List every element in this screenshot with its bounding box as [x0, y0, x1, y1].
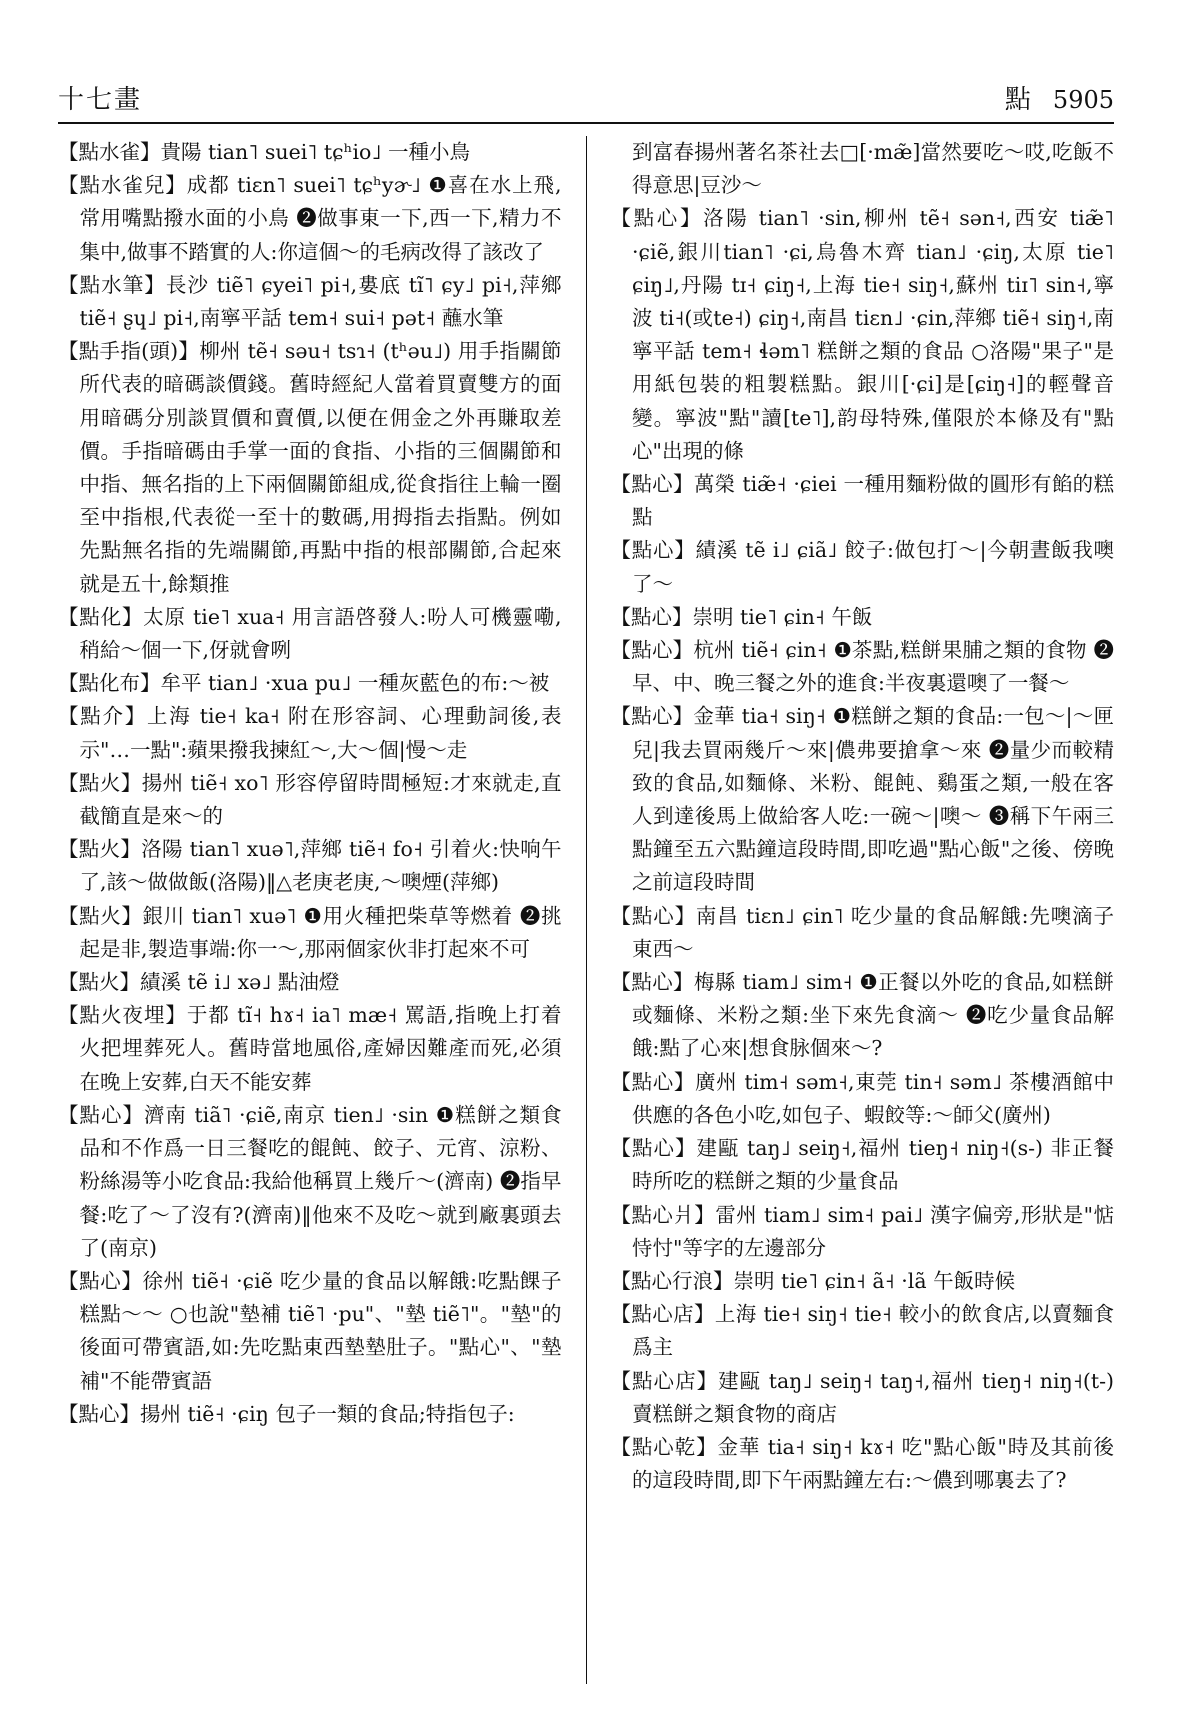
- entry-headword: 【點化】: [58, 604, 144, 629]
- entry-text: 績溪 tẽ i˩ ɕiã˩ 餃子:做包打～|今朝晝飯我噢了～: [632, 538, 1114, 596]
- entry-headword: 【點心行浪】: [610, 1268, 734, 1293]
- dictionary-entry: [611, 900, 1115, 966]
- stroke-count-label: 十七畫: [58, 85, 143, 115]
- header-character: 點: [1004, 85, 1031, 115]
- entry-text: 貴陽 tian˥ suei˥ tɕʰio˩ 一種小鳥: [160, 140, 471, 164]
- entry-headword: 【點水雀兒】: [58, 173, 187, 198]
- entry-columns: [58, 136, 1114, 1684]
- dictionary-entry: [611, 534, 1115, 600]
- entry-headword: 【點心】: [610, 1136, 697, 1161]
- entry-text: 到富春揚州著名茶社去□[·mæ̃]當然要吃～哎,吃飯不得意思|豆沙～: [632, 140, 1114, 198]
- entry-text: 建甌 taŋ˩ seiŋ˧,福州 tieŋ˧ niŋ˧(s-) 非正餐時所吃的糕餅之類的少量食品: [632, 1136, 1114, 1194]
- entry-headword: 【點心乾】: [610, 1434, 718, 1459]
- entry-headword: 【點心】: [610, 638, 694, 663]
- dictionary-entry: [611, 1265, 1115, 1298]
- dictionary-entry: [611, 966, 1115, 1066]
- dictionary-entry: [611, 700, 1115, 899]
- entry-text: 揚州 tiẽ˧ ·ɕiŋ 包子一類的食品;特指包子:: [140, 1401, 515, 1426]
- entry-headword: 【點心】: [610, 704, 694, 729]
- entry-text: 金華 tia˧ siŋ˧ kɤ˧ 吃"點心飯"時及其前後的這段時間,即下午兩點鐘左右:～儂到哪裏去了?: [632, 1434, 1114, 1493]
- dictionary-entry: [611, 1298, 1115, 1364]
- dictionary-entry: [611, 1431, 1115, 1497]
- dictionary-entry: [58, 335, 562, 601]
- dictionary-entry: [58, 900, 562, 966]
- entry-text: 太原 tie˥ xua˧ 用言語啓發人:吩人可機靈嘞,稍給～個一下,伢就會咧: [79, 604, 562, 663]
- entry-continuation: [611, 136, 1115, 202]
- dictionary-entry: [58, 269, 562, 335]
- dictionary-entry: [611, 1132, 1115, 1198]
- dictionary-entry: [58, 1398, 562, 1431]
- dictionary-entry: [58, 169, 562, 269]
- entry-text: 雷州 tiam˩ sim˧ pai˩ 漢字偏旁,形狀是"惦恃忖"等字的左邊部分: [632, 1202, 1114, 1260]
- page-header: [58, 72, 1114, 124]
- entry-text: 建甌 taŋ˩ seiŋ˧ taŋ˧,福州 tieŋ˧ niŋ˧(t-) 賣糕餅之類食物的商店: [632, 1368, 1114, 1426]
- entry-headword: 【點心】: [58, 1102, 144, 1127]
- entry-headword: 【點水筆】: [58, 272, 166, 297]
- dictionary-entry: [58, 833, 562, 899]
- entry-text: 崇明 tie˥ ɕin˧ 午飯: [692, 604, 873, 629]
- entry-text: 金華 tia˧ siŋ˧ ❶糕餅之類的食品:一包～|～匣兒|我去買兩幾斤～來|儂弗要搶拿～來 ❷量少而較精致的食品,如麵條、米粉、餛飩、鷄蛋之類,一般在客人到達後馬上做給客人吃:一碗～|噢～ ❸稱下午兩三點鐘至五六點鐘這段時間,即吃過"點心飯"之後、傍晚之前這段時間: [632, 704, 1114, 895]
- header-right: [1005, 79, 1114, 116]
- entry-headword: 【點火】: [58, 903, 143, 928]
- entry-text: 上海 tie˧ siŋ˧ tie˧ 較小的飲食店,以賣麵食爲主: [632, 1302, 1114, 1360]
- entry-text: 洛陽 tian˥ ·sin,柳州 tẽ˧ sən˧,西安 tiæ̃˥ ·ɕiẽ,銀川tian˥ ·ɕi,烏魯木齊 tian˩ ·ɕiŋ,太原 tie˥ ɕiŋ˩,丹陽 tɪ˧ ɕiŋ˧,上海 tie˧ siŋ˧,蘇州 tiɪ˥ sin˧,寧波 ti˧(或te˧) ɕiŋ˧,南昌 tiɛn˩ ·ɕin,萍鄉 tiẽ˧ siŋ˧,南寧平話 tem˧ ɬəm˥ 糕餅之類的食品 ○洛陽"果子"是用紙包裝的粗製糕點。銀川[·ɕi]是[ɕiŋ˧]的輕聲音變。寧波"點"讀[te˥],韵母特殊,僅限於本條及有"點心"出現的條: [632, 206, 1114, 463]
- entry-headword: 【點心】: [610, 903, 696, 928]
- dictionary-entry: [58, 136, 562, 169]
- left-column: [58, 136, 586, 1684]
- right-column: [587, 136, 1115, 1684]
- entry-headword: 【點心】: [610, 472, 694, 497]
- dictionary-entry: [611, 634, 1115, 700]
- entry-text: 上海 tie˧ ka˧ 附在形容詞、心理動詞後,表示"…一點":蘋果撥我揀紅～,大～個|慢～走: [79, 704, 562, 762]
- entry-headword: 【點化布】: [58, 671, 161, 696]
- entry-text: 揚州 tiẽ˧ xo˥ 形容停留時間極短:才來就走,直截簡直是來～的: [79, 770, 562, 829]
- dictionary-entry: [58, 700, 562, 766]
- entry-text: 南昌 tiɛn˩ ɕin˥ 吃少量的食品解餓:先噢滴子東西～: [632, 903, 1114, 961]
- entry-text: 銀川 tian˥ xuə˥ ❶用火種把柴草等燃着 ❷挑起是非,製造事端:你一～,那兩個家伙非打起來不可: [79, 903, 562, 961]
- entry-headword: 【點心】: [610, 604, 693, 629]
- entry-text: 濟南 tiã˥ ·ɕiẽ,南京 tien˩ ·sin ❶糕餅之類食品和不作爲一日三餐吃的餛飩、餃子、元宵、涼粉、粉絲湯等小吃食品:我給他稱買上幾斤～(濟南) ❷指早餐:吃了～了沒有?(濟南)‖他來不及吃～就到廠裏頭去了(南京): [79, 1102, 562, 1260]
- entry-text: 廣州 tim˧ səm˧,東莞 tin˧ səm˩ 茶樓酒館中供應的各色小吃,如包子、蝦餃等:～師父(廣州): [632, 1069, 1114, 1127]
- entry-headword: 【點火】: [58, 970, 140, 995]
- entry-headword: 【點心】: [58, 1268, 143, 1293]
- entry-text: 于都 tĩ˧ hɤ˧ ia˥ mæ˧ 罵語,指晚上打着火把埋葬死人。舊時當地風俗,產婦因難產而死,必須在晚上安葬,白天不能安葬: [79, 1003, 562, 1094]
- entry-text: 長沙 tiẽ˥ ɕyei˥ pi˧,婁底 tĩ˥ ɕy˩ pi˧,萍鄉 tiẽ˧ ʂɥ˩ pi˧,南寧平話 tem˧ sui˧ pət˧ 蘸水筆: [79, 272, 562, 331]
- dictionary-entry: [58, 667, 562, 700]
- entry-text: 杭州 tiẽ˧ ɕin˧ ❶茶點,糕餅果脯之類的食物 ❷早、中、晚三餐之外的進食:半夜裏還噢了一餐～: [632, 638, 1114, 696]
- entry-headword: 【點火】: [58, 770, 142, 795]
- entry-text: 績溪 tẽ i˩ xə˩ 點油燈: [140, 970, 340, 995]
- entry-text: 梅縣 tiam˩ sim˧ ❶正餐以外吃的食品,如糕餅或麵條、米粉之類:坐下來先食滴～ ❷吃少量食品解餓:點了心來|想食脉個來～?: [632, 970, 1114, 1061]
- dictionary-entry: [58, 1099, 562, 1265]
- entry-headword: 【點心】: [610, 206, 704, 231]
- entry-text: 徐州 tiẽ˧ ·ɕiẽ 吃少量的食品以解餓:吃點餜子糕點～～ ○也說"墊補 tiẽ˥ ·pu"、"墊 tiẽ˥"。"墊"的後面可帶賓語,如:先吃點東西墊墊肚子。"點心"、"墊補"不能帶賓語: [79, 1268, 562, 1393]
- entry-text: 崇明 tie˥ ɕin˧ ã˧ ·lã 午飯時候: [733, 1268, 1016, 1293]
- dictionary-entry: [611, 1365, 1115, 1431]
- entry-headword: 【點心店】: [610, 1368, 719, 1393]
- entry-text: 成都 tiɛn˥ suei˥ tɕʰyɚ˩ ❶喜在水上飛,常用嘴點撥水面的小鳥 ❷做事東一下,西一下,精力不集中,做事不踏實的人:你這個～的毛病改得了該改了: [79, 173, 562, 264]
- dictionary-entry: [611, 1066, 1115, 1132]
- dictionary-entry: [611, 202, 1115, 468]
- entry-headword: 【點心】: [610, 1069, 695, 1094]
- dictionary-entry: [611, 601, 1115, 634]
- dictionary-entry: [58, 1265, 562, 1398]
- entry-text: 柳州 tẽ˧ səu˧ tsɿ˧ (tʰəu˩) 用手指關節所代表的暗碼談價錢。舊時經紀人當着買賣雙方的面用暗碼分別談買價和賣價,以便在佣金之外再賺取差價。手指暗碼由手掌一面的食指、小指的三個關節和中指、無名指的上下兩個關節組成,從食指往上輪一圈至中指根,代表從一至十的數碼,用拇指去指點。例如先點無名指的先端關節,再點中指的根部關節,合起來就是五十,餘類推: [79, 339, 562, 596]
- entry-headword: 【點火】: [58, 837, 142, 862]
- entry-headword: 【點心】: [610, 538, 696, 563]
- page-number: 5905: [1052, 86, 1114, 114]
- entry-headword: 【點水雀】: [58, 140, 161, 164]
- dictionary-entry: [611, 468, 1115, 534]
- entry-headword: 【點心】: [58, 1401, 140, 1426]
- entry-headword: 【點手指(頭)】: [58, 339, 200, 364]
- dictionary-entry: [611, 1199, 1115, 1265]
- entry-text: 萬榮 tiæ̃˧ ·ɕiei 一種用麵粉做的圓形有餡的糕點: [632, 472, 1114, 530]
- entry-headword: 【點心】: [610, 970, 694, 995]
- dictionary-entry: [58, 966, 562, 999]
- entry-headword: 【點心爿】: [610, 1202, 716, 1227]
- entry-headword: 【點心店】: [610, 1302, 715, 1327]
- entry-headword: 【點介】: [58, 704, 147, 729]
- dictionary-entry: [58, 601, 562, 667]
- entry-text: 牟平 tian˩ ·xua pu˩ 一種灰藍色的布:～被: [160, 671, 550, 696]
- dictionary-entry: [58, 767, 562, 833]
- entry-headword: 【點火夜埋】: [58, 1003, 187, 1028]
- dictionary-entry: [58, 999, 562, 1099]
- entry-text: 洛陽 tian˥ xuə˥,萍鄉 tiẽ˧ fo˧ 引着火:快响午了,該～做做飯(洛陽)‖△老庚老庚,～噢煙(萍鄉): [79, 837, 562, 895]
